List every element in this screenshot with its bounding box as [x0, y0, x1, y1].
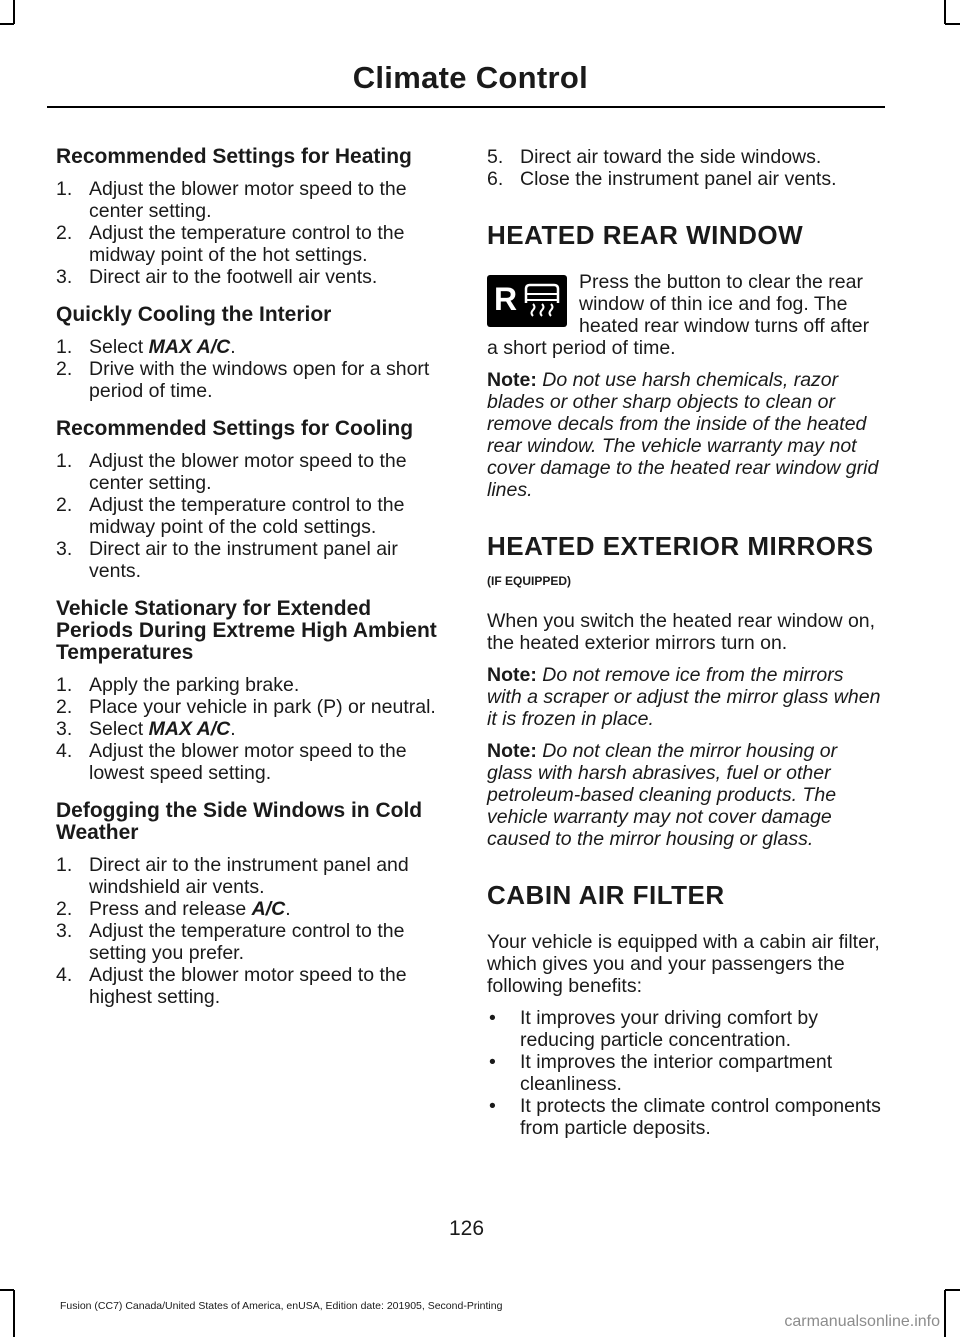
list-item: [56, 178, 448, 222]
list-item: [56, 674, 448, 696]
rear-icon-letter: R: [494, 281, 518, 317]
list-item: [487, 1051, 882, 1095]
step-text: Direct air to the instrument panel air vents.: [89, 538, 398, 582]
step-text: Direct air toward the side windows.: [520, 146, 822, 168]
step-number: 3.: [56, 538, 73, 560]
list-item: [487, 1095, 882, 1139]
step-text-end: .: [285, 898, 291, 920]
section-heading-defogging: Defogging the Side Windows in Cold Weather: [56, 799, 423, 844]
step-text: Select: [89, 718, 149, 740]
list-item: [56, 854, 448, 898]
crop-mark: [0, 1289, 14, 1291]
rear-window-block: [487, 271, 882, 359]
step-text: Direct air to the footwell air vents.: [89, 266, 378, 288]
equipment-qualifier: (IF EQUIPPED): [487, 574, 572, 588]
crop-mark: [13, 1290, 15, 1337]
list-item: [56, 494, 448, 538]
benefit-text: It protects the climate control components from particle deposits.: [520, 1095, 881, 1139]
left-column: [56, 146, 448, 1024]
section-heading-cooling: Recommended Settings for Cooling: [56, 417, 414, 440]
heating-steps-list: [56, 178, 448, 288]
rear-window-note: [487, 369, 882, 501]
stationary-steps-list: [56, 674, 448, 784]
mirrors-note-cleaning: [487, 740, 882, 850]
step-number: 2.: [56, 494, 73, 516]
step-number: 1.: [56, 450, 73, 472]
header-divider: [47, 106, 885, 108]
step-text: Apply the parking brake.: [89, 674, 300, 696]
note-text: Do not use harsh chemicals, razor blades or other sharp objects to clean or remove decals from the inside of the heated rear window. The vehicle warranty may not cover damage to the heated rear window grid lines.: [487, 369, 879, 501]
step-number: 5.: [487, 146, 504, 168]
list-item: [56, 266, 448, 288]
crop-mark: [945, 1289, 960, 1291]
step-number: 6.: [487, 168, 504, 190]
command-label: MAX A/C: [148, 336, 231, 358]
step-text: Adjust the blower motor speed to the lowest speed setting.: [89, 740, 407, 784]
defog-steps-list: [56, 854, 448, 1008]
note-text: Do not remove ice from the mirrors with a scraper or adjust the mirror glass when it is frozen in place.: [487, 664, 881, 730]
note-label: Note:: [487, 664, 537, 686]
step-number: 3.: [56, 266, 73, 288]
step-text-end: .: [230, 336, 236, 358]
list-item: [487, 1007, 882, 1051]
step-text: Adjust the temperature control to the setting you prefer.: [89, 920, 405, 964]
step-number: 2.: [56, 898, 73, 920]
step-text: Adjust the temperature control to the midway point of the cold settings.: [89, 494, 405, 538]
step-number: 2.: [56, 222, 73, 244]
section-heading-stationary: Vehicle Stationary for Extended Periods During Extreme High Ambient Temperatures: [56, 597, 437, 664]
step-number: 1.: [56, 178, 73, 200]
step-text: Drive with the windows open for a short period of time.: [89, 358, 430, 402]
note-text: Do not clean the mirror housing or glass with harsh abrasives, fuel or other petroleum-based cleaning products. The vehicle warranty may not cover damage caused to the mirror housing or glass.: [487, 740, 838, 850]
page-title: Climate Control: [352, 60, 588, 95]
list-item: [56, 222, 448, 266]
step-text: Press and release: [89, 898, 252, 920]
list-item: [56, 920, 448, 964]
watermark: carmanualsonline.info: [784, 1313, 940, 1330]
rear-window-description: Press the button to clear the rear window of thin ice and fog. The heated rear window turns off after a short period of time.: [487, 271, 870, 359]
section-heading-heated-mirrors: HEATED EXTERIOR MIRRORS: [487, 531, 874, 561]
note-label: Note:: [487, 740, 537, 762]
rear-defrost-icon: [487, 275, 567, 327]
mirrors-note-ice: [487, 664, 882, 730]
list-item: [56, 964, 448, 1008]
section-heading-quick-cooling: Quickly Cooling the Interior: [56, 303, 332, 326]
crop-mark: [13, 0, 15, 24]
step-text: Adjust the blower motor speed to the center setting.: [89, 450, 407, 494]
step-text: Direct air to the instrument panel and windshield air vents.: [89, 854, 409, 898]
defrost-lines-icon: [523, 283, 561, 319]
list-item: [56, 740, 448, 784]
benefit-text: It improves your driving comfort by reducing particle concentration.: [520, 1007, 819, 1051]
list-item: [56, 450, 448, 494]
step-text: Close the instrument panel air vents.: [520, 168, 837, 190]
benefit-text: It improves the interior compartment cleanliness.: [520, 1051, 833, 1095]
step-text: Place your vehicle in park (P) or neutral.: [89, 696, 436, 718]
defog-steps-continued-list: [487, 146, 882, 190]
crop-mark: [944, 0, 946, 24]
step-number: 2.: [56, 358, 73, 380]
quick-cooling-steps-list: [56, 336, 448, 402]
bullet: •: [489, 1095, 496, 1117]
list-item: [487, 146, 882, 168]
mirrors-description: When you switch the heated rear window on, the heated exterior mirrors turn on.: [487, 610, 876, 654]
step-number: 3.: [56, 920, 73, 942]
filter-description: Your vehicle is equipped with a cabin air filter, which gives you and your passengers the following benefits:: [487, 931, 880, 997]
section-heading-heated-rear-window: HEATED REAR WINDOW: [487, 220, 804, 250]
page-number: 126: [448, 1217, 485, 1240]
list-item: [56, 538, 448, 582]
filter-benefits-list: [487, 1007, 882, 1139]
step-text: Adjust the blower motor speed to the center setting.: [89, 178, 407, 222]
step-text: Adjust the blower motor speed to the highest setting.: [89, 964, 407, 1008]
list-item: [56, 696, 448, 718]
list-item: [56, 898, 448, 920]
step-number: 4.: [56, 740, 73, 762]
step-text: Adjust the temperature control to the midway point of the hot settings.: [89, 222, 405, 266]
footer-edition-info: Fusion (CC7) Canada/United States of America, enUSA, Edition date: 201905, Second-Printing: [60, 1300, 503, 1312]
note-label: Note:: [487, 369, 537, 391]
list-item: [56, 358, 448, 402]
command-label: A/C: [251, 898, 286, 920]
step-text-end: .: [230, 718, 236, 740]
bullet: •: [489, 1007, 496, 1029]
right-column: [487, 146, 882, 1155]
step-number: 1.: [56, 336, 73, 358]
section-heading-cabin-air-filter: CABIN AIR FILTER: [487, 880, 725, 910]
step-number: 1.: [56, 674, 73, 696]
crop-mark: [944, 1290, 946, 1337]
step-number: 4.: [56, 964, 73, 986]
crop-mark: [0, 23, 14, 25]
step-number: 3.: [56, 718, 73, 740]
step-number: 2.: [56, 696, 73, 718]
step-number: 1.: [56, 854, 73, 876]
cooling-steps-list: [56, 450, 448, 582]
step-text: Select: [89, 336, 149, 358]
bullet: •: [489, 1051, 496, 1073]
crop-mark: [945, 23, 960, 25]
section-heading-heating: Recommended Settings for Heating: [56, 145, 412, 168]
list-item: [487, 168, 882, 190]
list-item: [56, 336, 448, 358]
list-item: [56, 718, 448, 740]
command-label: MAX A/C: [148, 718, 231, 740]
